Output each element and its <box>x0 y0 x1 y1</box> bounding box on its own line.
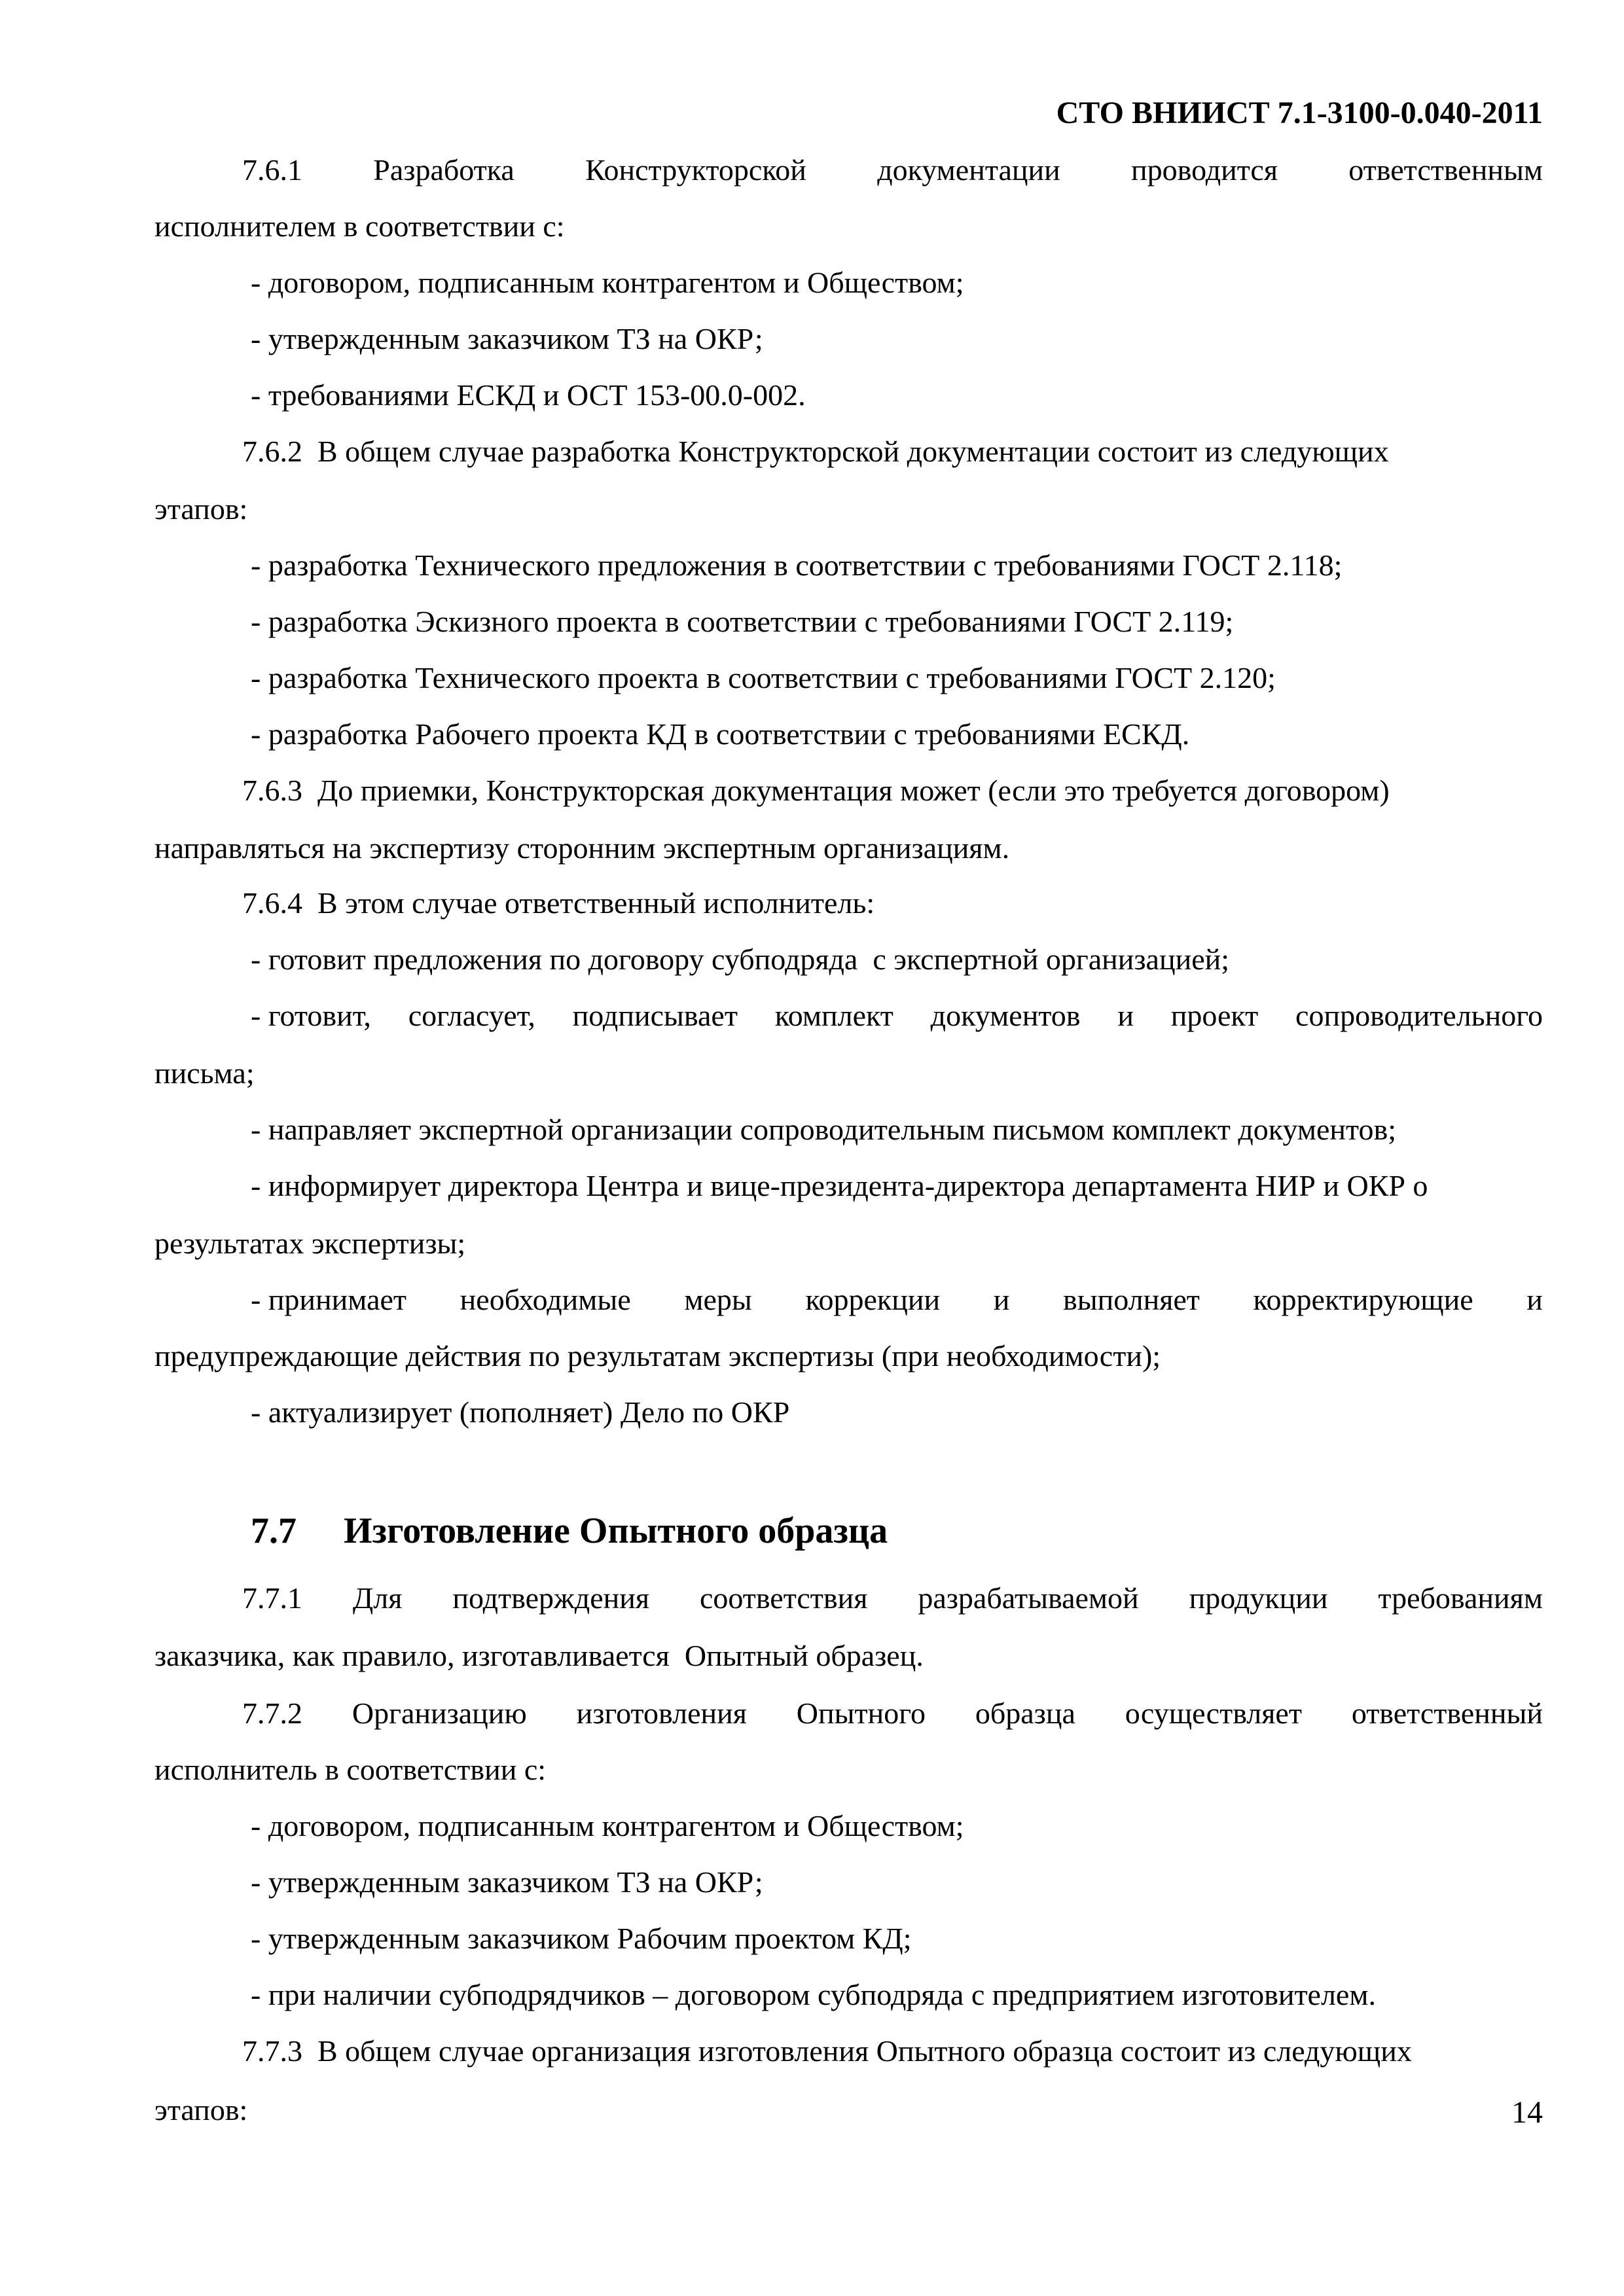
list-item: - договором, подписанным контрагентом и Обществом; <box>251 266 964 299</box>
word: комплект <box>774 999 893 1032</box>
word: ответственный <box>1351 1696 1543 1730</box>
document-code-header: СТО ВНИИСТ 7.1-3100-0.040-2011 <box>1056 96 1543 130</box>
word: Конструкторской <box>585 153 806 187</box>
paragraph-7-7-3-continuation: этапов: <box>154 2093 248 2126</box>
word: подтверждения <box>452 1581 650 1615</box>
list-item: - разработка Технического предложения в соответствии с требованиями ГОСТ 2.118; <box>251 548 1343 582</box>
word: корректирующие <box>1253 1283 1473 1316</box>
list-item: - разработка Технического проекта в соответствии с требованиями ГОСТ 2.120; <box>251 661 1276 694</box>
list-item-continuation: предупреждающие действия по результатам экспертизы (при необходимости); <box>154 1339 1161 1372</box>
word: Опытного <box>796 1696 926 1730</box>
list-item: - направляет экспертной организации сопроводительным письмом комплект документов; <box>251 1113 1397 1146</box>
list-item: - утвержденным заказчиком ТЗ на ОКР; <box>251 322 763 355</box>
list-item-justified <box>251 1282 1543 1318</box>
list-item: - разработка Эскизного проекта в соответствии с требованиями ГОСТ 2.119; <box>251 605 1234 638</box>
word: сопроводительного <box>1295 999 1543 1032</box>
word: образца <box>975 1696 1075 1730</box>
list-item: - информирует директора Центра и вице-президента-директора департамента НИР и ОКР о <box>251 1169 1428 1202</box>
paragraph-7-6-1-line <box>242 152 1543 188</box>
section-title: Изготовление Опытного образца <box>344 1511 888 1551</box>
word: и <box>1526 1283 1543 1316</box>
section-heading-7-7 <box>251 1510 888 1552</box>
word: изготовления <box>576 1696 747 1730</box>
list-item: - утвержденным заказчиком ТЗ на ОКР; <box>251 1865 763 1899</box>
paragraph-7-6-2-line: 7.6.2 В общем случае разработка Конструкторской документации состоит из следующих <box>242 435 1389 468</box>
word: продукции <box>1189 1581 1328 1615</box>
word: ответственным <box>1348 153 1543 187</box>
paragraph-7-6-3-line: 7.6.3 До приемки, Конструкторская документация может (если это требуется договором) <box>242 774 1390 807</box>
paragraph-7-6-4-line: 7.6.4 В этом случае ответственный исполнитель: <box>242 886 875 920</box>
word: выполняет <box>1063 1283 1200 1316</box>
word: требованиям <box>1378 1581 1543 1615</box>
word: проект <box>1170 999 1259 1032</box>
list-item: - утвержденным заказчиком Рабочим проектом КД; <box>251 1922 912 1955</box>
section-number: 7.7 <box>251 1511 297 1551</box>
paragraph-7-7-2-line <box>242 1695 1543 1732</box>
list-item: - готовит предложения по договору субподряда с экспертной организацией; <box>251 942 1230 976</box>
word: документации <box>877 153 1060 187</box>
list-item-continuation: результатах экспертизы; <box>154 1227 466 1260</box>
word: Организацию <box>352 1696 527 1730</box>
word: Для <box>352 1581 403 1615</box>
word: проводится <box>1131 153 1278 187</box>
word: подписывает <box>572 999 738 1032</box>
word: согласует, <box>408 999 535 1032</box>
list-item: - при наличии субподрядчиков – договором субподряда с предприятием изготовителем. <box>251 1978 1376 2011</box>
word: меры <box>684 1283 752 1316</box>
word: - готовит, <box>251 999 371 1032</box>
paragraph-7-7-2-continuation: исполнитель в соответствии с: <box>154 1753 547 1786</box>
paragraph-7-6-3-continuation: направляться на экспертизу сторонним экспертным организациям. <box>154 831 1010 865</box>
paragraph-7-6-1-continuation: исполнителем в соответствии с: <box>154 209 565 243</box>
list-item: - требованиями ЕСКД и ОСТ 153-00.0-002. <box>251 378 806 412</box>
word: 7.6.1 <box>242 153 302 187</box>
page-number: 14 <box>1511 2095 1543 2130</box>
list-item-continuation: письма; <box>154 1056 255 1090</box>
word: соответствия <box>699 1581 868 1615</box>
word: 7.7.2 <box>242 1696 302 1730</box>
list-item: - разработка Рабочего проекта КД в соответствии с требованиями ЕСКД. <box>251 717 1190 751</box>
word: и <box>993 1283 1010 1316</box>
paragraph-7-7-1-continuation: заказчика, как правило, изготавливается Опытный образец. <box>154 1639 924 1672</box>
paragraph-7-7-3-line: 7.7.3 В общем случае организация изготовления Опытного образца состоит из следующих <box>242 2034 1412 2068</box>
word: коррекции <box>805 1283 941 1316</box>
word: осуществляет <box>1125 1696 1302 1730</box>
word: - принимает <box>251 1283 407 1316</box>
word: Разработка <box>373 153 514 187</box>
list-item: - актуализирует (пополняет) Дело по ОКР <box>251 1395 790 1429</box>
word: разрабатываемой <box>918 1581 1139 1615</box>
paragraph-7-7-1-line <box>242 1580 1543 1617</box>
list-item: - договором, подписанным контрагентом и Обществом; <box>251 1809 964 1842</box>
word: и <box>1117 999 1134 1032</box>
paragraph-7-6-2-continuation: этапов: <box>154 492 248 526</box>
list-item-justified <box>251 997 1543 1034</box>
word: необходимые <box>460 1283 631 1316</box>
word: 7.7.1 <box>242 1581 302 1615</box>
word: документов <box>930 999 1081 1032</box>
